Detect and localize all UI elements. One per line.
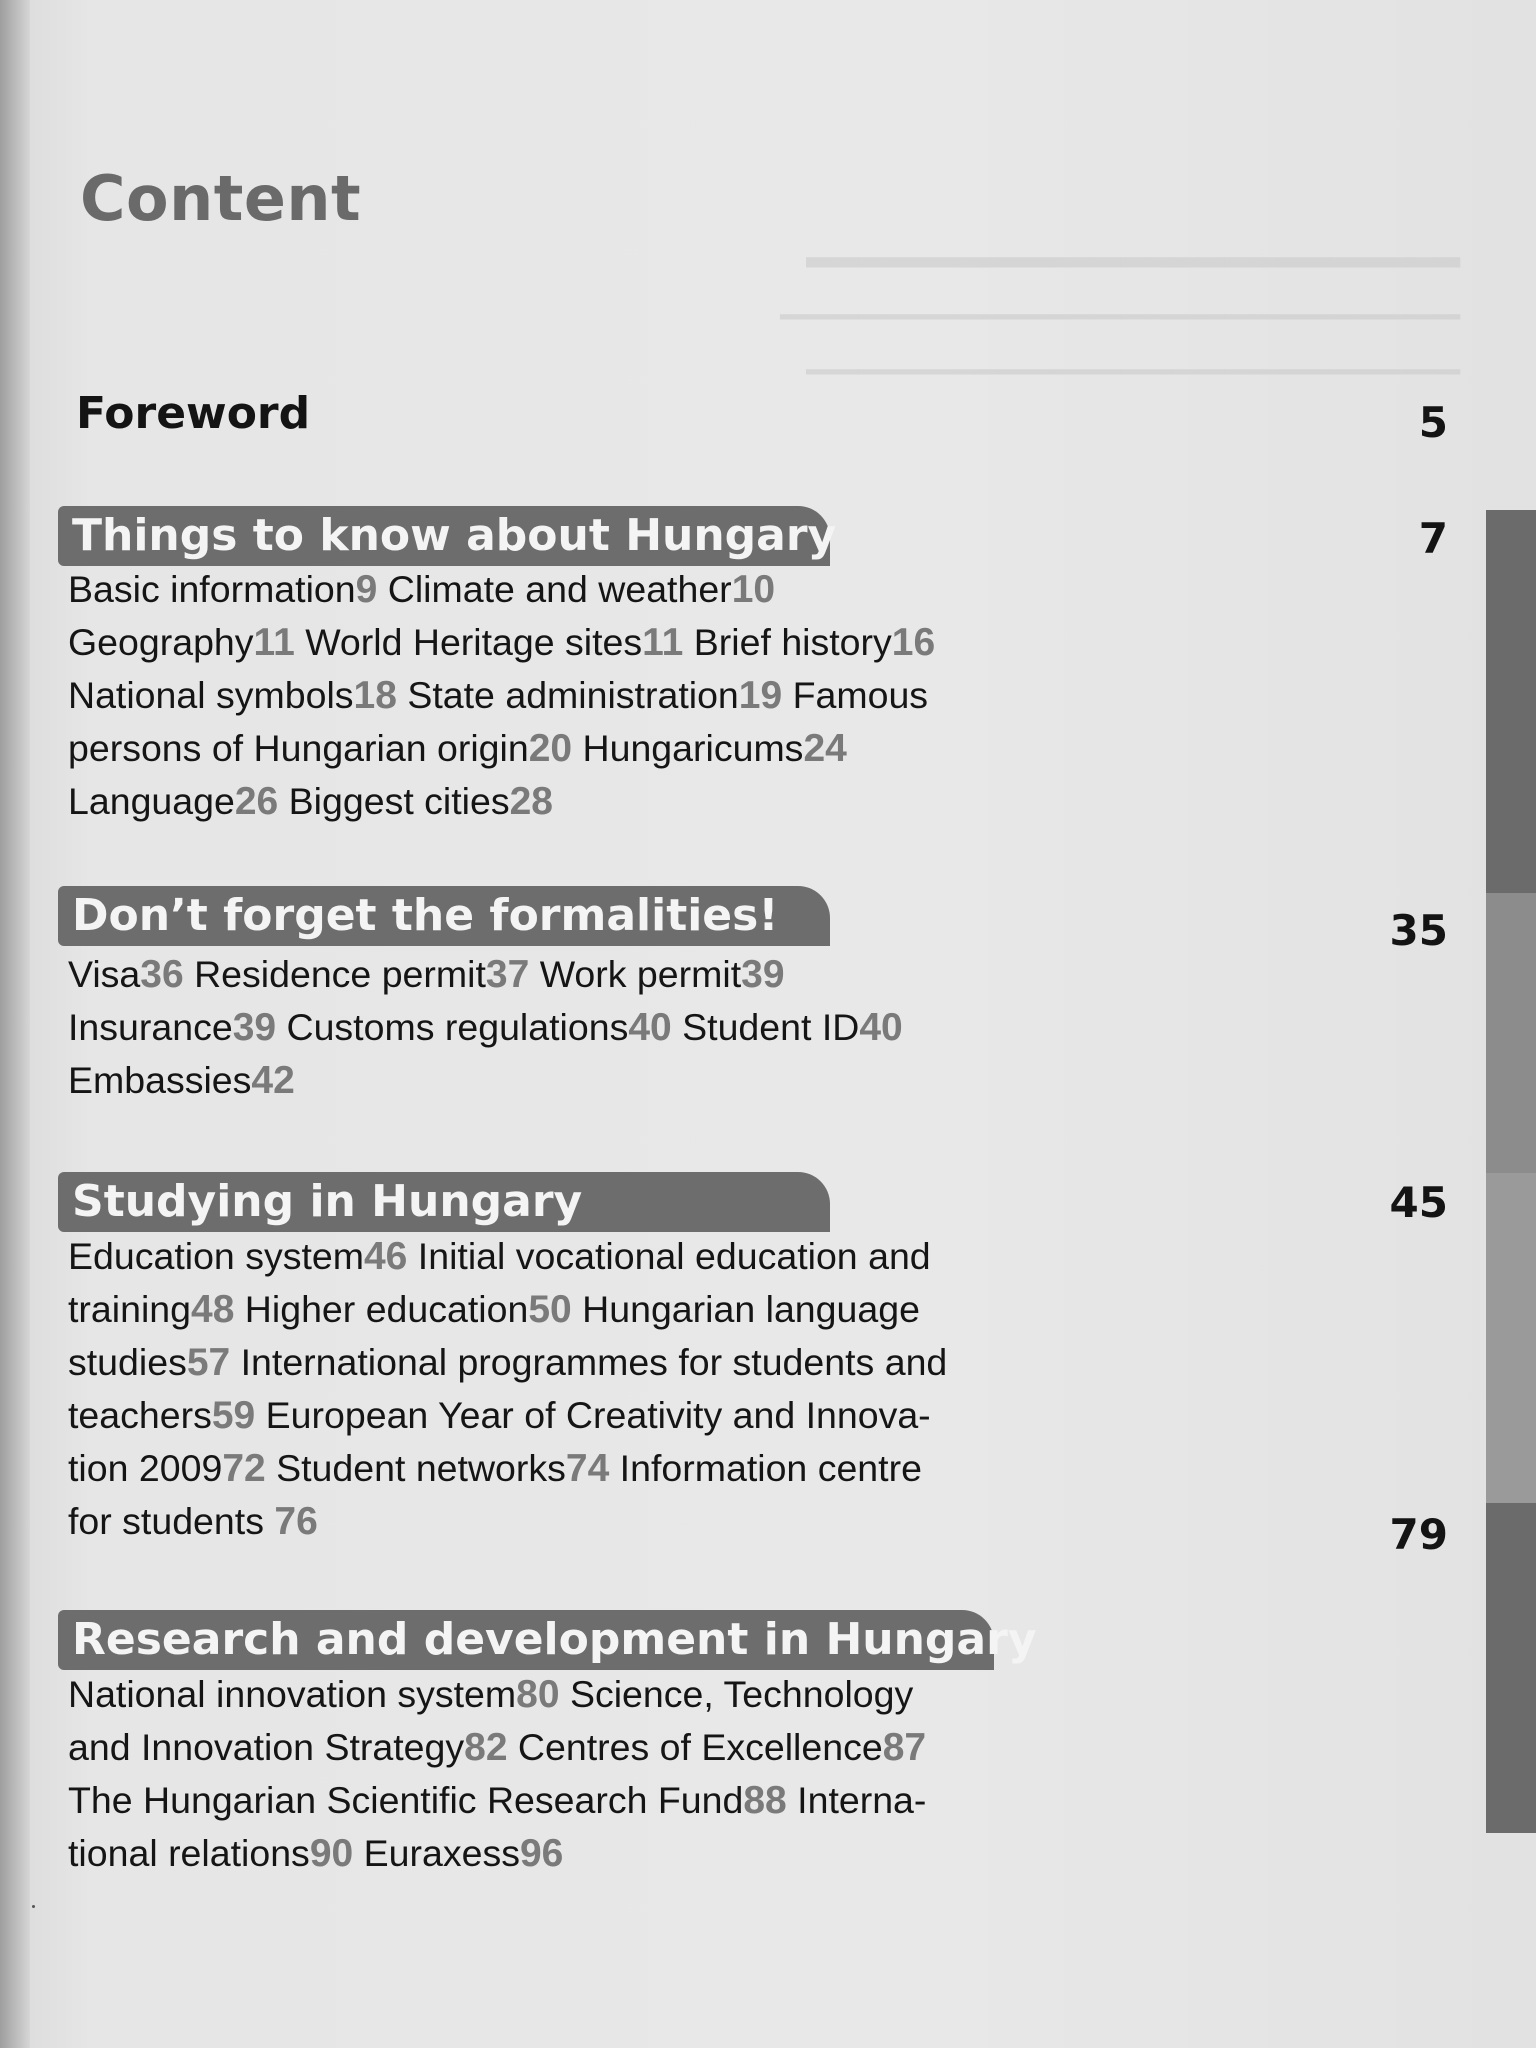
toc-entry-title: National symbols <box>68 674 354 716</box>
toc-entry-title: Climate and weather <box>377 568 732 610</box>
toc-entry-title: Embassies <box>68 1059 252 1101</box>
section-heading: Don’t forget the formalities! <box>58 886 830 946</box>
toc-entry-page-number: 11 <box>253 621 295 664</box>
toc-entry-title: Education system <box>68 1235 364 1277</box>
toc-entry-page-number: 88 <box>743 1779 787 1822</box>
toc-entry-page-number: 37 <box>485 953 530 996</box>
toc-line <box>68 563 1028 616</box>
toc-entry-page-number: 80 <box>516 1673 560 1716</box>
toc-entry-title: training <box>68 1288 191 1330</box>
chapter-tab <box>1486 893 1536 1173</box>
toc-line <box>68 669 1028 722</box>
toc-line <box>68 1336 1028 1389</box>
toc-entry-page-number: 10 <box>731 568 776 611</box>
toc-line <box>68 1827 1028 1880</box>
toc-entry-title: tional relations <box>68 1832 310 1874</box>
toc-entry-page-number: 57 <box>186 1341 231 1384</box>
toc-entry-title: Higher education <box>234 1288 529 1330</box>
section-page-number: 79 <box>1389 1510 1448 1559</box>
toc-entry-page-number: 50 <box>528 1288 572 1331</box>
toc-entry-title: Science, Technology <box>559 1673 914 1715</box>
binding-edge <box>0 0 30 2048</box>
toc-entry-title: Language <box>68 780 235 822</box>
toc-entry-page-number: 48 <box>191 1288 235 1331</box>
toc-line <box>68 1668 1028 1721</box>
toc-entry-title: International programmes for students and <box>230 1341 948 1383</box>
toc-entry-page-number: 90 <box>309 1832 354 1875</box>
section-heading: Studying in Hungary <box>58 1172 830 1232</box>
chapter-tab <box>1486 510 1536 893</box>
toc-entry-title: Hungarian language <box>571 1288 920 1330</box>
toc-entry-page-number: 18 <box>353 674 397 717</box>
toc-entry-title: tion 2009 <box>68 1447 223 1489</box>
section-page-number: 45 <box>1389 1178 1448 1227</box>
toc-entry-page-number: 11 <box>642 621 684 664</box>
toc-entry-page-number: 9 <box>355 568 378 611</box>
toc-entry-page-number: 59 <box>211 1394 256 1437</box>
toc-line <box>68 1283 1028 1336</box>
toc-entry-title: Biggest cities <box>278 780 510 822</box>
foreword-heading: Foreword <box>76 388 311 439</box>
toc-entry-page-number: 39 <box>741 953 785 996</box>
section-page-number: 7 <box>1418 514 1448 563</box>
toc-entry-title: persons of Hungarian origin <box>68 727 529 769</box>
section-entries <box>68 563 1028 828</box>
toc-entry-title: Visa <box>68 953 141 995</box>
toc-entry-page-number: 19 <box>738 674 783 717</box>
toc-entry-page-number: 40 <box>859 1006 903 1049</box>
toc-line <box>68 1001 1028 1054</box>
print-speck <box>32 1905 35 1908</box>
toc-entry-title: for students <box>68 1500 275 1542</box>
toc-entry-title: Basic information <box>68 568 356 610</box>
section-heading: Research and development in Hungary <box>58 1610 994 1670</box>
toc-entry-page-number: 74 <box>565 1447 610 1490</box>
section-entries <box>68 948 1028 1107</box>
page-title: Content <box>80 162 362 235</box>
toc-entry-title: Work permit <box>529 953 742 995</box>
toc-entry-title: Famous <box>782 674 929 716</box>
toc-entry-page-number: 36 <box>140 953 184 996</box>
toc-entry-page-number: 96 <box>519 1832 564 1875</box>
toc-entry-title: Insurance <box>68 1006 233 1048</box>
toc-entry-title: National innovation system <box>68 1673 517 1715</box>
toc-entry-page-number: 46 <box>363 1235 408 1278</box>
toc-entry-page-number: 16 <box>891 621 936 664</box>
toc-entry-title: and Innovation Strategy <box>68 1726 465 1768</box>
toc-entry-title: Interna- <box>786 1779 927 1821</box>
toc-entry-title: European Year of Creativity and Innova- <box>255 1394 931 1436</box>
toc-entry-title: Student networks <box>265 1447 566 1489</box>
toc-line <box>68 722 1028 775</box>
toc-line <box>68 1389 1028 1442</box>
section-page-number: 35 <box>1389 906 1448 955</box>
toc-entry-title: teachers <box>68 1394 212 1436</box>
toc-line <box>68 948 1028 1001</box>
toc-entry-title: Information centre <box>609 1447 922 1489</box>
bleed-through: ▁▁▁▁▁▁▁▁▁▁▁▁▁▁▁▁▁▁▁▁▁▁▁▁▁▁ <box>780 281 1460 319</box>
toc-entry-title: Student ID <box>671 1006 860 1048</box>
section-entries <box>68 1230 1028 1548</box>
toc-line <box>68 1721 1028 1774</box>
toc-entry-page-number: 87 <box>882 1726 927 1769</box>
toc-entry-title: World Heritage sites <box>294 621 643 663</box>
toc-entry-title: Brief history <box>683 621 892 663</box>
bleed-through: ▂▂▂▂▂▂▂▂▂▂▂▂▂▂▂▂▂▂▂▂▂▂▂▂▂ <box>806 229 1460 267</box>
toc-entry-page-number: 39 <box>232 1006 277 1049</box>
section-entries <box>68 1668 1028 1880</box>
toc-entry-title: Customs regulations <box>276 1006 629 1048</box>
toc-entry-title: Hungaricums <box>572 727 804 769</box>
chapter-tab <box>1486 1173 1536 1503</box>
toc-entry-page-number: 28 <box>509 780 553 823</box>
toc-entry-page-number: 82 <box>464 1726 508 1769</box>
toc-entry-title: State administration <box>396 674 739 716</box>
toc-line <box>68 1230 1028 1283</box>
chapter-tab <box>1486 1503 1536 1833</box>
bleed-through: ▁▁▁▁▁▁▁▁▁▁▁▁▁▁▁▁▁▁▁▁▁▁▁▁▁ <box>806 336 1460 374</box>
toc-entry-page-number: 26 <box>234 780 279 823</box>
toc-entry-page-number: 72 <box>222 1447 266 1490</box>
toc-entry-page-number: 76 <box>274 1500 318 1543</box>
toc-entry-title: studies <box>68 1341 187 1383</box>
toc-entry-page-number: 20 <box>528 727 573 770</box>
toc-entry-title: Residence permit <box>183 953 486 995</box>
toc-line <box>68 1442 1028 1495</box>
toc-entry-page-number: 24 <box>803 727 847 770</box>
toc-line <box>68 775 1028 828</box>
toc-entry-title: Initial vocational education and <box>407 1235 931 1277</box>
toc-line <box>68 1774 1028 1827</box>
toc-entry-title: Centres of Excellence <box>507 1726 883 1768</box>
toc-line <box>68 1054 1028 1107</box>
toc-entry-page-number: 42 <box>251 1059 295 1102</box>
toc-entry-title: Euraxess <box>353 1832 520 1874</box>
toc-line <box>68 616 1028 669</box>
foreword-page-number: 5 <box>1418 398 1448 447</box>
toc-entry-title: The Hungarian Scientific Research Fund <box>68 1779 744 1821</box>
section-heading: Things to know about Hungary <box>58 506 830 566</box>
toc-entry-page-number: 40 <box>628 1006 672 1049</box>
toc-entry-title: Geography <box>68 621 254 663</box>
toc-line <box>68 1495 1028 1548</box>
